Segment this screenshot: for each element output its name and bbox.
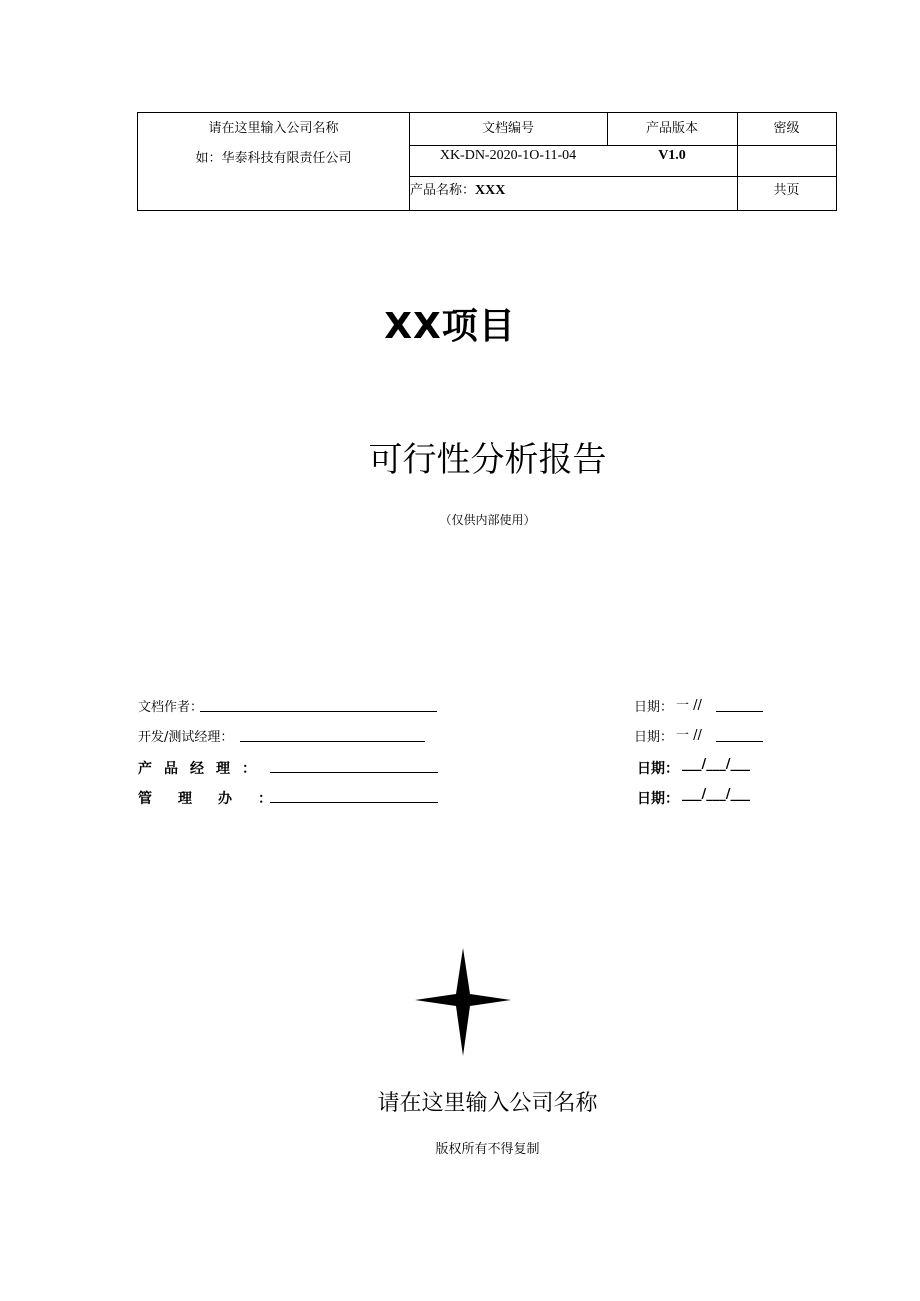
author-date-value: 一 // bbox=[676, 698, 702, 713]
author-line bbox=[200, 711, 437, 712]
author-date-line bbox=[716, 711, 763, 712]
admin-office-line bbox=[270, 802, 438, 803]
version-value: V1.0 bbox=[658, 148, 686, 163]
project-title: XX项目 bbox=[384, 306, 516, 347]
company-example: 如：华泰科技有限责任公司 bbox=[195, 151, 352, 166]
footer-company: 请在这里输入公司名称 bbox=[377, 1091, 598, 1116]
product-name-field bbox=[410, 179, 505, 199]
secret-label: 密级 bbox=[773, 121, 800, 136]
admin-office-date-label: 日期： bbox=[637, 791, 679, 807]
product-manager-label: 产品经理： bbox=[138, 761, 268, 777]
version-label: 产品版本 bbox=[645, 121, 698, 136]
author-date-label: 日期： bbox=[634, 700, 674, 715]
product-manager-date-value: ___/___/___ bbox=[682, 757, 750, 772]
product-manager-line bbox=[270, 772, 438, 773]
pages-label: 共页 bbox=[773, 183, 800, 198]
admin-office-label: 管理办： bbox=[138, 791, 298, 807]
dev-manager-line bbox=[240, 741, 425, 742]
dev-manager-date-line bbox=[716, 741, 763, 742]
author-label: 文档作者： bbox=[138, 700, 204, 715]
product-name-value: XXX bbox=[475, 183, 506, 198]
dev-manager-label: 开发/测试经理： bbox=[138, 730, 234, 745]
admin-office-date-value: ___/___/___ bbox=[682, 787, 750, 802]
product-name-label: 产品名称： bbox=[410, 183, 476, 198]
dev-manager-date-label: 日期： bbox=[634, 730, 674, 745]
report-title: 可行性分析报告 bbox=[368, 440, 607, 480]
product-manager-date-label: 日期： bbox=[637, 761, 679, 777]
doc-no-value: XK-DN-2020-1O-11-04 bbox=[439, 148, 577, 163]
dev-manager-date-value: 一 // bbox=[676, 728, 702, 743]
company-prompt: 请在这里输入公司名称 bbox=[208, 121, 339, 136]
doc-no-label: 文档编号 bbox=[481, 121, 534, 136]
internal-note: （仅供内部使用） bbox=[439, 513, 536, 527]
header-table bbox=[137, 112, 837, 211]
star-logo-icon bbox=[415, 948, 511, 1056]
table-divider bbox=[409, 176, 836, 177]
table-divider bbox=[409, 145, 836, 146]
copyright-notice: 版权所有不得复制 bbox=[435, 1142, 540, 1157]
